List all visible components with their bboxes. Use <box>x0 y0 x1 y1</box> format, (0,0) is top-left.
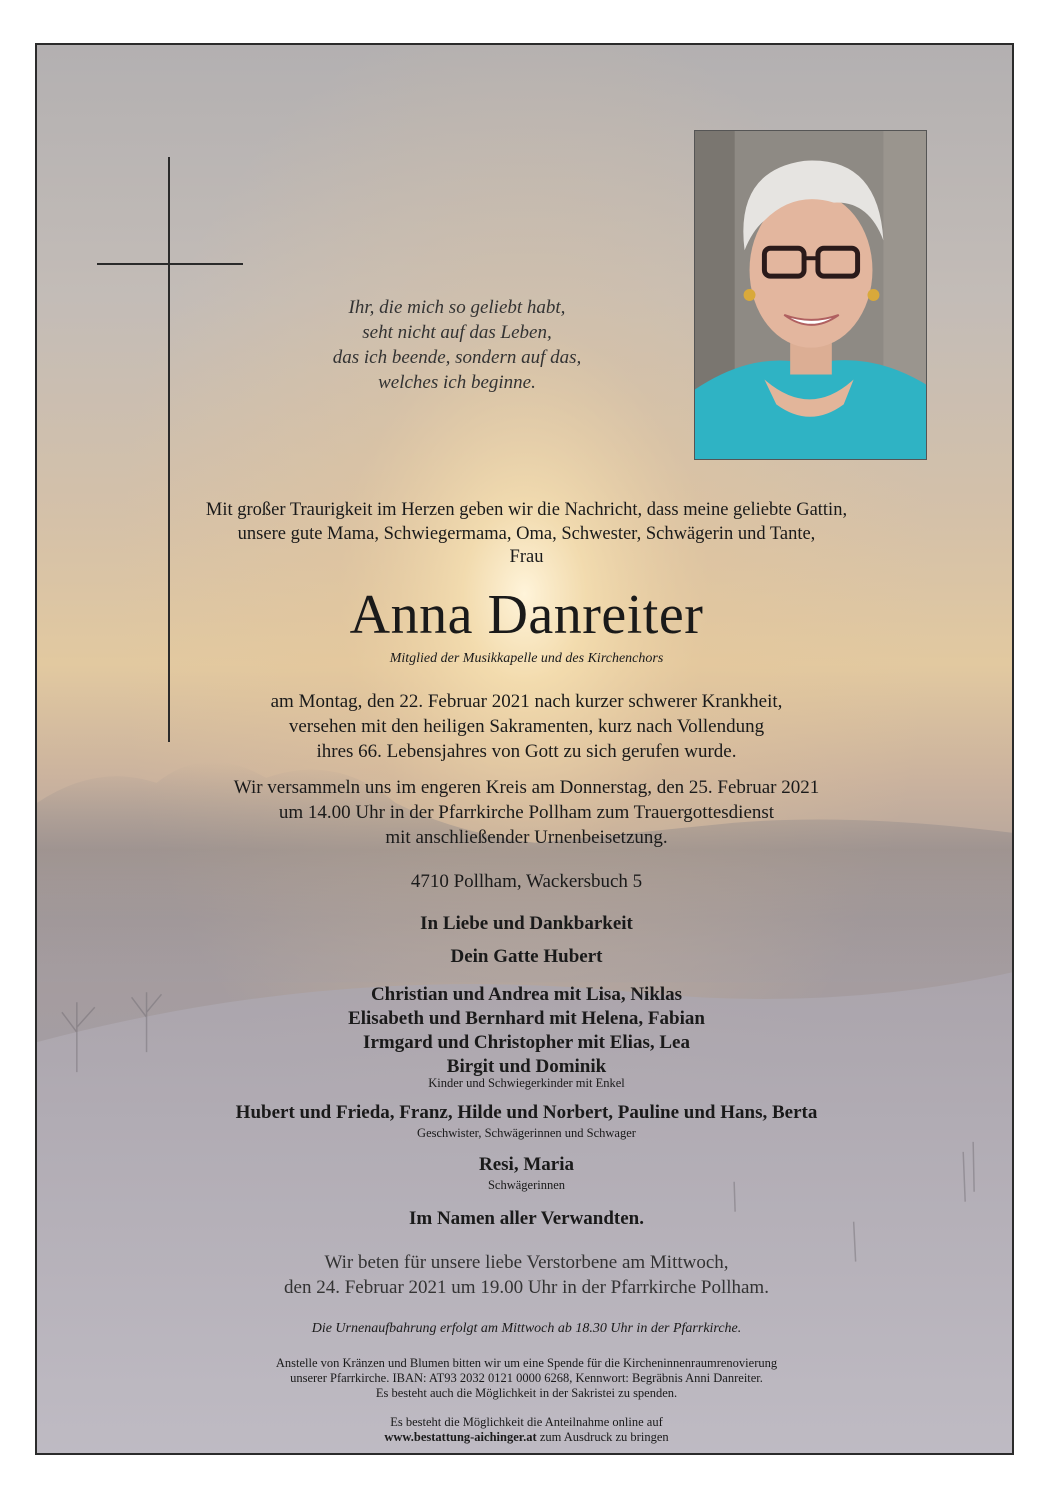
donation-notice <box>37 1356 1014 1401</box>
siblings-caption: Geschwister, Schwägerinnen und Schwager <box>417 1126 636 1140</box>
funeral-line: mit anschließender Urnenbeisetzung. <box>385 827 668 848</box>
obituary-card <box>35 43 1014 1455</box>
spouse-name: Dein Gatte Hubert <box>450 946 603 967</box>
cross-horizontal-bar <box>97 263 243 265</box>
online-line: Es besteht die Möglichkeit die Anteilnahme online auf <box>390 1415 663 1429</box>
deceased-name: Anna Danreiter <box>349 584 704 646</box>
sisters-in-law-list: Resi, Maria <box>479 1154 574 1175</box>
children-list <box>37 983 1014 1079</box>
donation-line: Anstelle von Kränzen und Blumen bitten wir um eine Spende für die Kircheninnenraumrenovierung <box>275 1356 778 1370</box>
death-notice-line: ihres 66. Lebensjahres von Gott zu sich gerufen wurde. <box>316 741 737 762</box>
siblings-list: Hubert und Frieda, Franz, Hilde und Norbert, Pauline und Hans, Berta <box>235 1102 818 1123</box>
intro-line: unsere gute Mama, Schwiegermama, Oma, Schwester, Schwägerin und Tante, <box>237 523 816 544</box>
donation-line: unserer Pfarrkirche. IBAN: AT93 2032 0121 0000 6268, Kennwort: Begräbnis Anni Danreiter. <box>290 1371 763 1385</box>
portrait-photo <box>694 130 927 460</box>
death-notice <box>37 689 1014 764</box>
children-line: Elisabeth und Bernhard mit Helena, Fabian <box>348 1008 705 1029</box>
quote-line: welches ich beginne. <box>378 372 536 393</box>
prayer-line: den 24. Februar 2021 um 19.00 Uhr in der Pfarrkirche Pollham. <box>284 1277 769 1298</box>
children-line: Birgit und Dominik <box>446 1056 607 1077</box>
online-condolence-notice <box>37 1415 1014 1445</box>
memorial-quote <box>247 295 667 395</box>
address: 4710 Pollham, Wackersbuch 5 <box>410 871 643 892</box>
donation-line: Es besteht auch die Möglichkeit in der Sakristei zu spenden. <box>375 1386 678 1400</box>
intro-announcement <box>37 499 1014 570</box>
children-caption: Kinder und Schwiegerkinder mit Enkel <box>428 1076 625 1090</box>
closing-line: Im Namen aller Verwandten. <box>408 1208 645 1229</box>
funeral-details <box>37 775 1014 850</box>
website-link[interactable]: www.bestattung-aichinger.at <box>384 1430 537 1444</box>
urn-viewing-notice: Die Urnenaufbahrung erfolgt am Mittwoch ab 18.30 Uhr in der Pfarrkirche. <box>311 1321 742 1336</box>
funeral-line: Wir versammeln uns im engeren Kreis am Donnerstag, den 25. Februar 2021 <box>233 777 820 798</box>
deceased-role: Mitglied der Musikkapelle und des Kirchenchors <box>389 651 664 666</box>
intro-line: Frau <box>509 547 544 567</box>
intro-line: Mit großer Traurigkeit im Herzen geben wir die Nachricht, dass meine geliebte Gattin, <box>205 500 848 520</box>
funeral-line: um 14.00 Uhr in der Pfarrkirche Pollham zum Trauergottesdienst <box>278 802 775 823</box>
online-line-suffix: zum Ausdruck zu bringen <box>536 1430 669 1444</box>
quote-line: das ich beende, sondern auf das, <box>332 347 582 368</box>
death-notice-line: am Montag, den 22. Februar 2021 nach kurzer schwerer Krankheit, <box>270 691 783 712</box>
quote-line: Ihr, die mich so geliebt habt, <box>348 297 566 318</box>
online-line-2 <box>37 1430 1014 1445</box>
children-line: Irmgard und Christopher mit Elias, Lea <box>363 1032 690 1053</box>
children-line: Christian und Andrea mit Lisa, Niklas <box>370 984 683 1005</box>
prayer-notice <box>37 1250 1014 1300</box>
death-notice-line: versehen mit den heiligen Sakramenten, kurz nach Vollendung <box>288 716 765 737</box>
quote-line: seht nicht auf das Leben, <box>362 322 552 343</box>
sisters-in-law-caption: Schwägerinnen <box>487 1178 566 1192</box>
mourners-heading: In Liebe und Dankbarkeit <box>420 913 633 934</box>
prayer-line: Wir beten für unsere liebe Verstorbene am Mittwoch, <box>324 1252 729 1273</box>
